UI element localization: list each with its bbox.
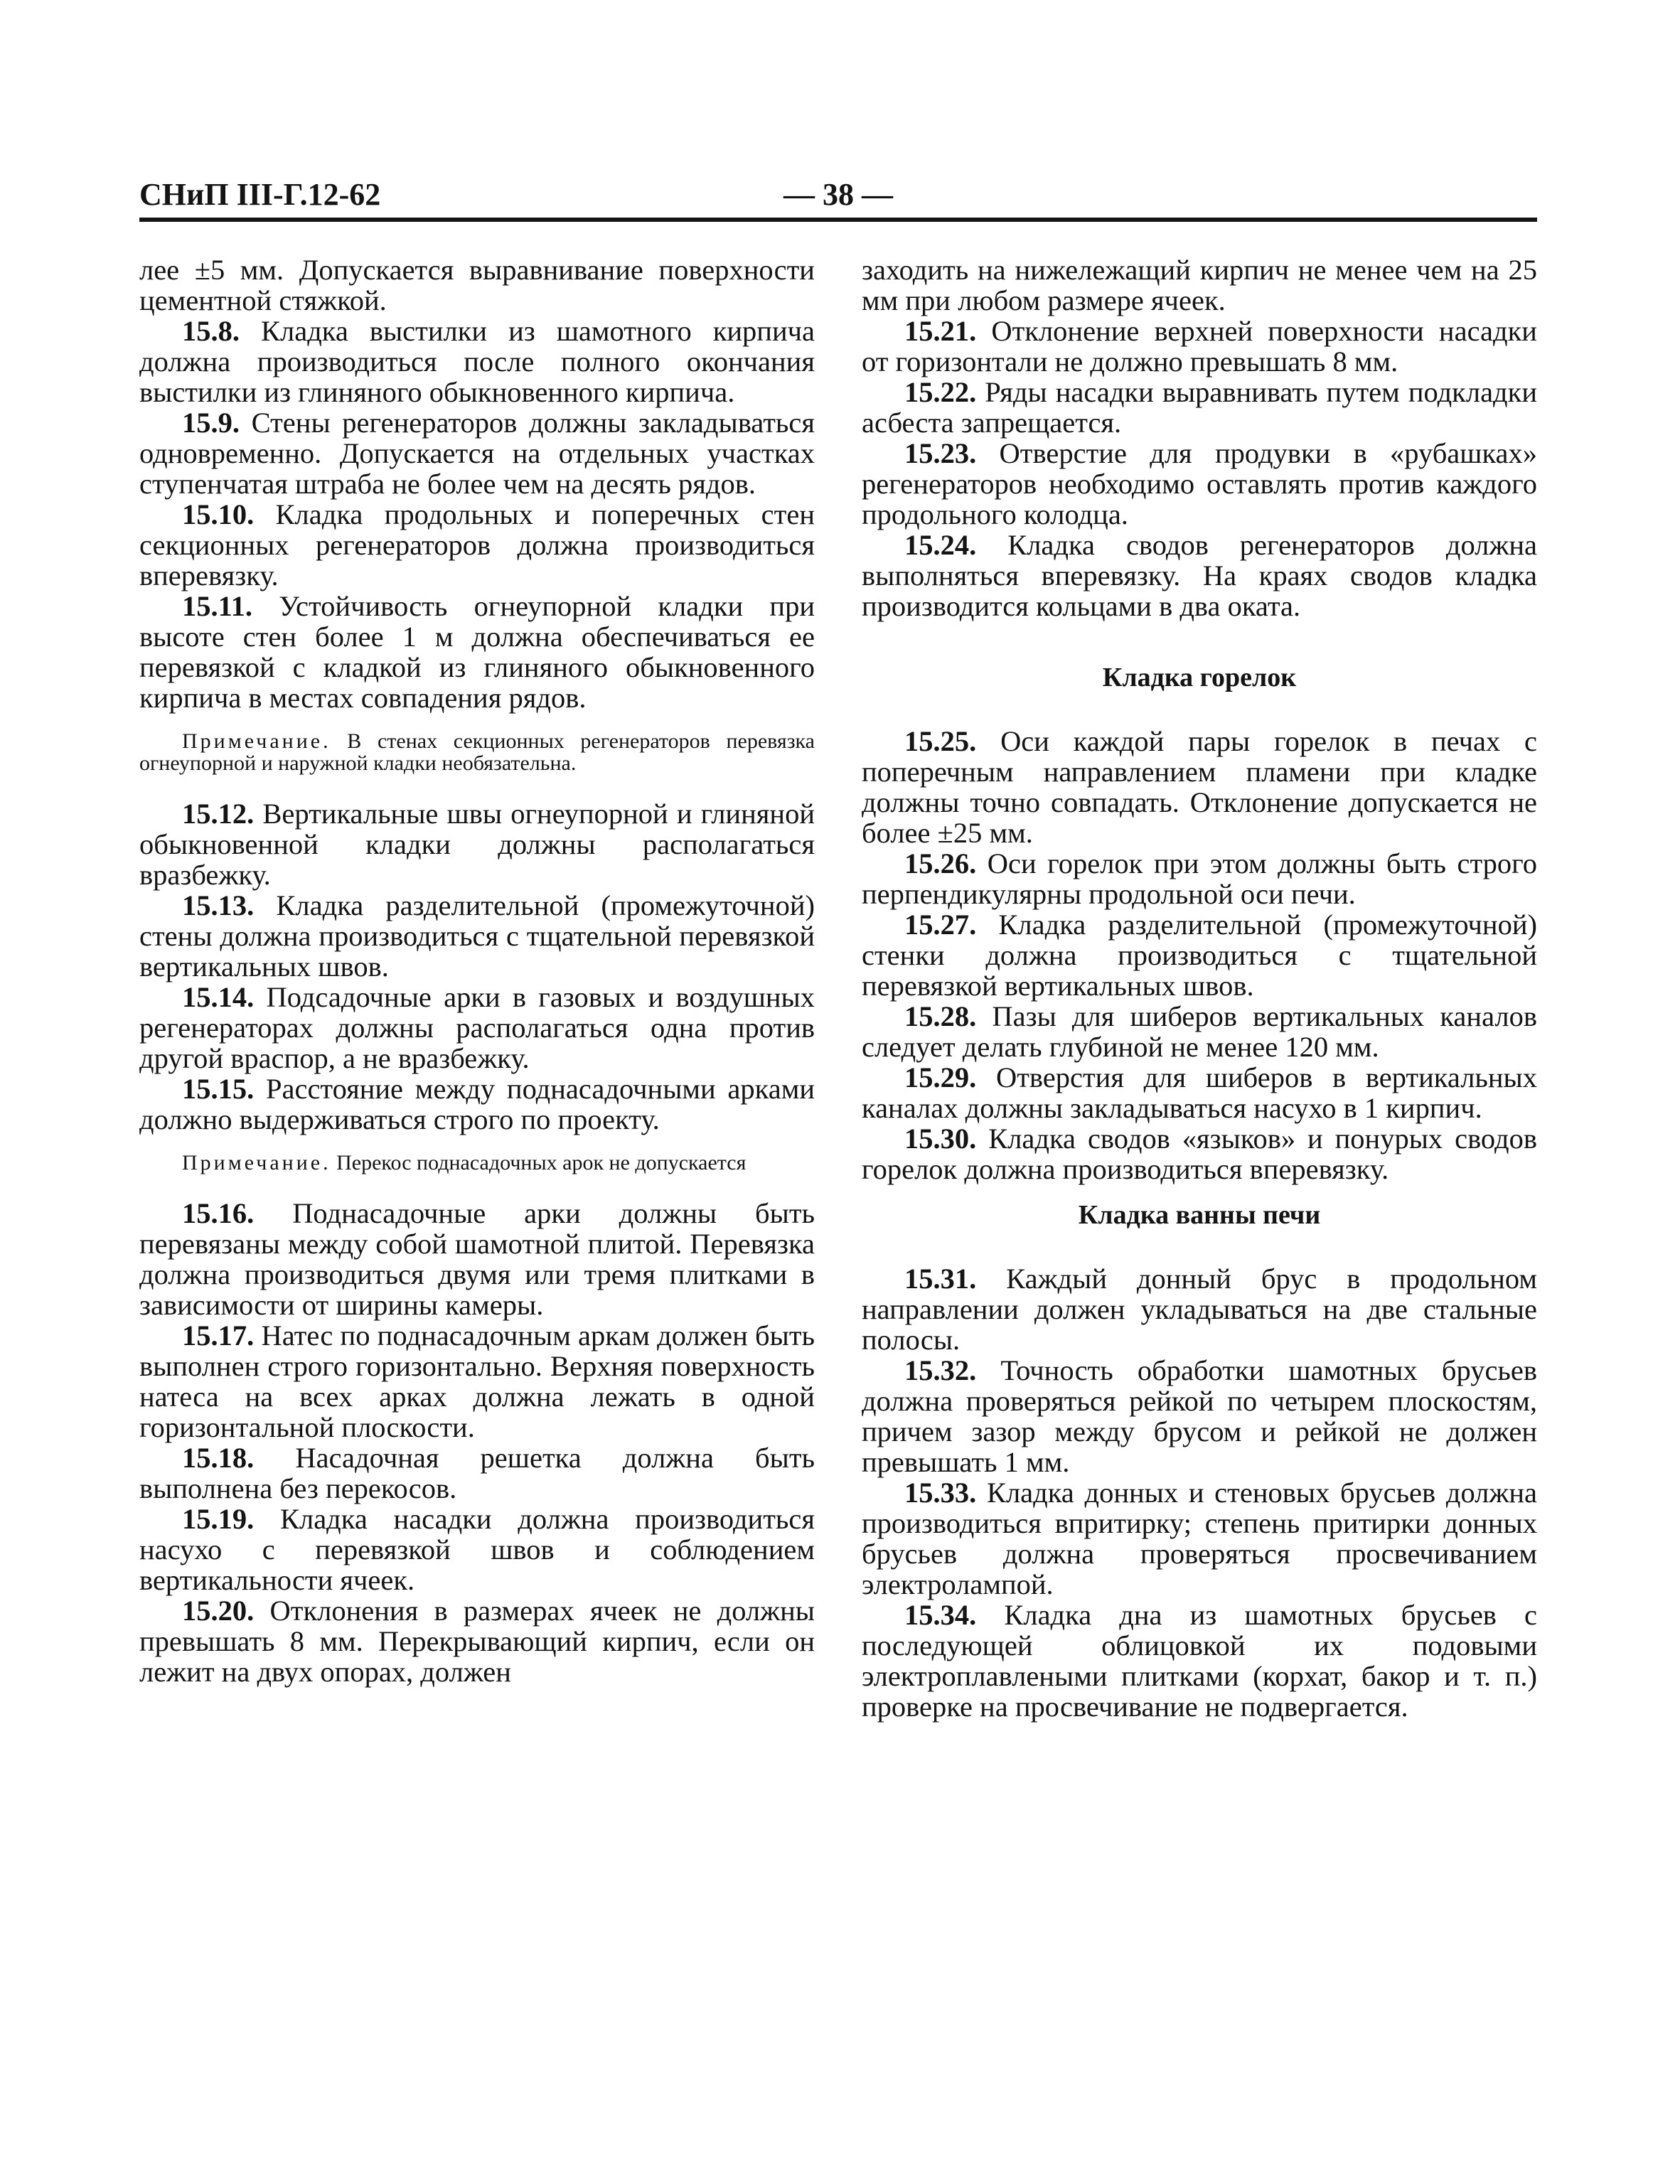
paragraph-continuation: лее ±5 мм. Допускается выравнивание поверхности цементной стяжкой. — [139, 254, 815, 316]
header-rule — [139, 218, 1537, 222]
clause-text: Кладка разделительной (промежуточной) стенки должна производиться с тщательной перевязкой вертикальных швов. — [862, 909, 1538, 1002]
clause-15-28 — [862, 1001, 1537, 1062]
clause-text: Стены регенераторов должны закладываться одновременно. Допускается на отдельных участках ступенчатая штраба не более чем на десять рядов. — [139, 407, 815, 500]
clause-number: 15.14. — [182, 981, 255, 1013]
note-text: Перекос поднасадочных арок не допускается — [336, 1151, 747, 1174]
clause-number: 15.24. — [904, 529, 977, 561]
page-number: — 38 — — [783, 177, 893, 212]
clause-15-32 — [862, 1355, 1537, 1477]
clause-text: Отверстия для шиберов в вертикальных каналах должны закладываться насухо в 1 кирпич. — [862, 1061, 1538, 1124]
clause-15-22 — [862, 377, 1537, 438]
clause-text: Пазы для шиберов вертикальных каналов следует делать глубиной не менее 120 мм. — [862, 1000, 1537, 1063]
clause-15-25 — [862, 726, 1537, 848]
clause-number: 15.13. — [182, 889, 255, 921]
clause-number: 15.16. — [182, 1197, 255, 1229]
clause-text: Насадочная решетка должна быть выполнена без перекосов. — [139, 1442, 815, 1504]
clause-15-33 — [862, 1477, 1537, 1600]
clause-text: Кладка разделительной (промежуточной) стены должна производиться с тщательной перевязкой вертикальных швов. — [139, 889, 815, 983]
clause-15-20 — [139, 1595, 815, 1687]
clause-text: Кладка сводов регенераторов должна выполняться вперевязку. На краях сводов кладка производится кольцами в два оката. — [862, 529, 1538, 622]
section-heading-burners: Кладка горелок — [1102, 663, 1297, 692]
clause-15-30 — [862, 1123, 1537, 1184]
clause-text: Натес по поднасадочным аркам должен быть выполнен строго горизонтально. Верхняя поверхность натеса на всех арках должна лежать в одной горизонтальной плоскости. — [139, 1320, 815, 1443]
clause-15-17 — [139, 1320, 815, 1442]
clause-15-26 — [862, 848, 1537, 909]
clause-text: Точность обработки шамотных брусьев должна проверяться рейкой по четырем плоскостям, причем зазор между брусом и рейкой не должен превышать 1 мм. — [862, 1354, 1537, 1478]
clause-text: Отверстие для продувки в «рубашках» регенераторов необходимо оставлять против каждого продольного колодца. — [862, 437, 1537, 530]
clause-15-12 — [139, 798, 815, 890]
clause-text: Кладка дна из шамотных брусьев с последующей облицовкой их подовыми электроплавлеными плитками (корхат, бакор и т. п.) проверке на просвечивание не подвергается. — [862, 1599, 1537, 1723]
clause-number: 15.12. — [182, 798, 255, 830]
clause-number: 15.9. — [182, 407, 240, 439]
clause-15-9 — [139, 407, 815, 499]
clause-15-19 — [139, 1504, 815, 1595]
clause-text: Отклонения в размерах ячеек не должны превышать 8 мм. Перекрывающий кирпич, если он лежит на двух опорах, должен — [139, 1595, 815, 1688]
note-label: Примечание. — [182, 729, 331, 753]
page-header — [139, 169, 1537, 220]
clause-number: 15.21. — [904, 315, 977, 347]
clause-15-24 — [862, 530, 1537, 621]
clause-text: Поднасадочные арки должны быть перевязаны между собой шамотной плитой. Перевязка должна производиться двумя или тремя плитками в зависимости от ширины камеры. — [139, 1197, 815, 1321]
left-column — [139, 255, 815, 1687]
clause-15-8 — [139, 316, 815, 407]
clause-text: Оси каждой пары горелок в печах с поперечным направлением пламени при кладке должны точно совпадать. Отклонение допускается не более ±25 мм. — [862, 725, 1538, 849]
clause-15-11 — [139, 591, 815, 713]
clause-number: 15.29. — [904, 1061, 977, 1093]
clause-number: 15.11. — [182, 590, 253, 622]
clause-text: Кладка выстилки из шамотного кирпича должна производиться после полного окончания выстилки из глиняного обыкновенного кирпича. — [139, 315, 815, 408]
clause-text: Подсадочные арки в газовых и воздушных регенераторах должны располагаться одна против другой враспор, а не вразбежку. — [139, 981, 815, 1074]
clause-15-10 — [139, 499, 815, 591]
note-1 — [139, 730, 815, 774]
clause-text: Оси горелок при этом должны быть строго перпендикулярны продольной оси печи. — [862, 847, 1537, 910]
clause-15-18 — [139, 1442, 815, 1504]
clause-number: 15.32. — [904, 1354, 977, 1386]
clause-15-15 — [139, 1074, 815, 1135]
clause-number: 15.28. — [904, 1000, 977, 1032]
clause-number: 15.23. — [904, 437, 977, 469]
clause-15-16 — [139, 1198, 815, 1320]
clause-15-31 — [862, 1263, 1537, 1355]
clause-text: Кладка сводов «языков» и понурых сводов горелок должна производиться вперевязку. — [862, 1123, 1537, 1185]
clause-number: 15.22. — [904, 376, 977, 408]
clause-text: Кладка насадки должна производиться насухо с перевязкой швов и соблюдением вертикальности ячеек. — [139, 1503, 815, 1596]
clause-number: 15.26. — [904, 847, 977, 879]
clause-15-21 — [862, 316, 1537, 377]
document-code: СНиП III-Г.12-62 — [139, 177, 381, 212]
clause-15-23 — [862, 438, 1537, 530]
clause-number: 15.15. — [182, 1073, 255, 1105]
clause-text: Каждый донный брус в продольном направлении должен укладываться на две стальные полосы. — [862, 1263, 1538, 1356]
clause-number: 15.20. — [182, 1595, 255, 1627]
clause-number: 15.34. — [904, 1599, 977, 1631]
right-column — [862, 255, 1537, 1722]
clause-text: Кладка продольных и поперечных стен секционных регенераторов должна производиться вперевязку. — [139, 498, 815, 592]
clause-15-34 — [862, 1600, 1537, 1722]
clause-15-13 — [139, 890, 815, 982]
clause-15-29 — [862, 1062, 1537, 1123]
note-text: В стенах секционных регенераторов перевязка огнеупорной и наружной кладки необязательна. — [139, 729, 815, 775]
clause-number: 15.17. — [182, 1320, 255, 1351]
clause-text: Устойчивость огнеупорной кладки при высоте стен более 1 м должна обеспечиваться ее перевязкой с кладкой из глиняного обыкновенного кирпича в местах совпадения рядов. — [139, 590, 815, 714]
section-heading-bath: Кладка ванны печи — [1078, 1200, 1321, 1230]
clause-text: Вертикальные швы огнеупорной и глиняной обыкновенной кладки должны располагаться вразбежку. — [139, 798, 815, 891]
clause-text: Отклонение верхней поверхности насадки от горизонтали не должно превышать 8 мм. — [862, 315, 1537, 378]
clause-number: 15.33. — [904, 1477, 977, 1509]
clause-text: Расстояние между поднасадочными арками должно выдерживаться строго по проекту. — [139, 1073, 815, 1135]
paragraph-continuation: заходить на нижележащий кирпич не менее чем на 25 мм при любом размере ячеек. — [862, 254, 1537, 316]
clause-text: Ряды насадки выравнивать путем подкладки асбеста запрещается. — [862, 376, 1537, 439]
clause-number: 15.18. — [182, 1442, 255, 1474]
note-2 — [139, 1152, 815, 1174]
clause-text: Кладка донных и стеновых брусьев должна производиться впритирку; степень притирки донных брусьев должна проверяться просвечиванием электролампой. — [862, 1477, 1537, 1600]
clause-number: 15.19. — [182, 1503, 255, 1535]
clause-15-27 — [862, 909, 1537, 1001]
clause-number: 15.8. — [182, 315, 240, 347]
clause-number: 15.31. — [904, 1263, 977, 1295]
clause-number: 15.10. — [182, 498, 255, 530]
clause-number: 15.30. — [904, 1123, 977, 1155]
clause-number: 15.25. — [904, 725, 977, 757]
clause-15-14 — [139, 982, 815, 1074]
note-label: Примечание. — [182, 1151, 331, 1174]
clause-number: 15.27. — [904, 909, 977, 941]
